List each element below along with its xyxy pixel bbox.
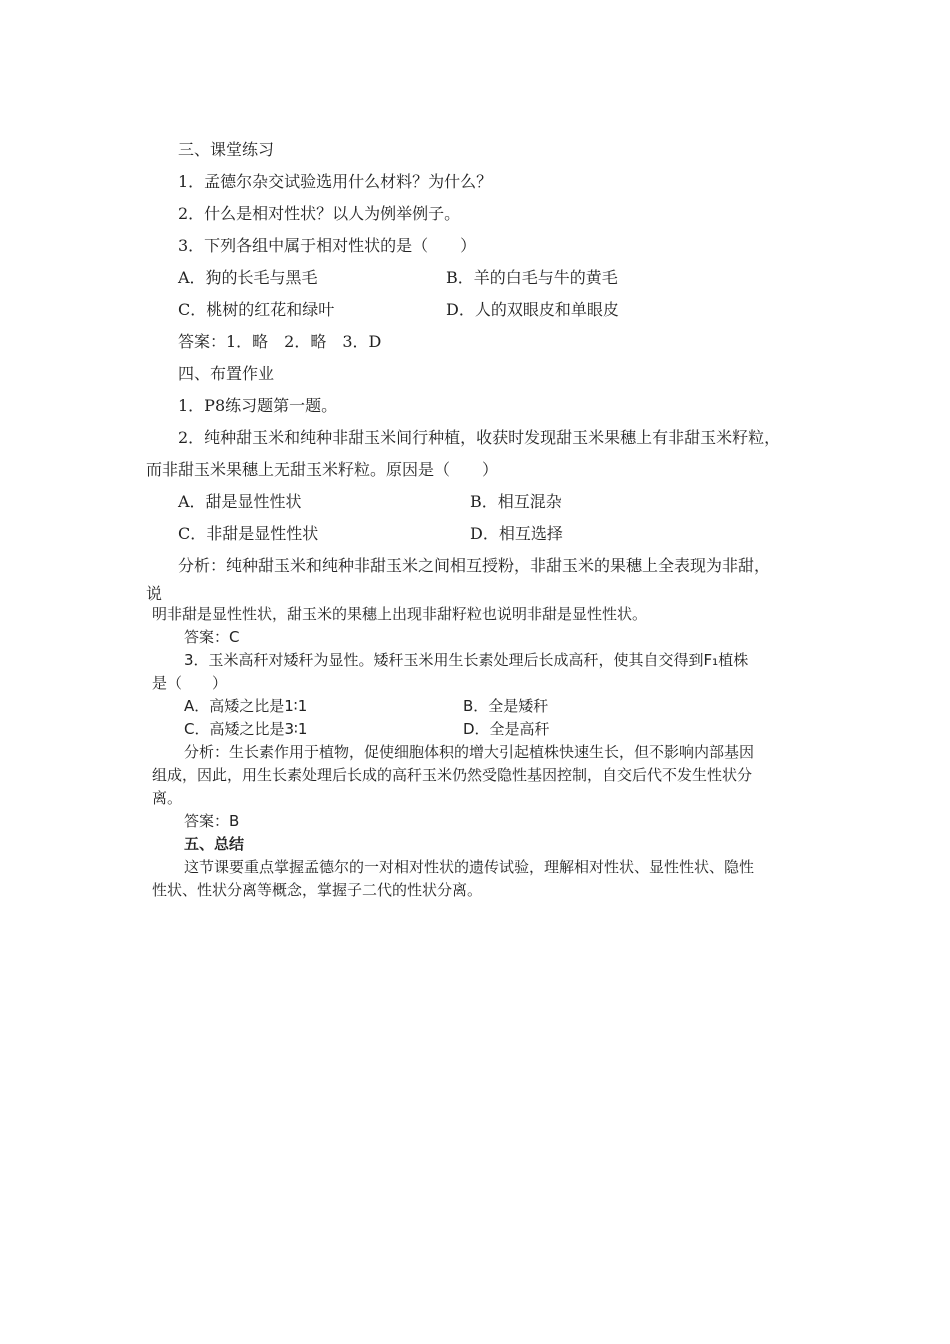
s4-q3-option-c: C．高矮之比是3∶1 xyxy=(184,720,308,738)
s5-summary-line-1: 这节课要重点掌握孟德尔的一对相对性状的遗传试验，理解相对性状、显性性状、隐性 xyxy=(184,858,755,876)
s5-summary-line-2: 性状、性状分离等概念，掌握子二代的性状分离。 xyxy=(152,881,483,899)
s4-q2-analysis-line-2: 说 xyxy=(146,584,163,603)
s3-question-3: 3．下列各组中属于相对性状的是（ ） xyxy=(178,236,477,255)
s4-question-1: 1．P8练习题第一题。 xyxy=(178,396,338,415)
s4-heading: 四、布置作业 xyxy=(178,364,275,383)
s4-q3-analysis-line-2: 组成，因此，用生长素处理后长成的高秆玉米仍然受隐性基因控制，自交后代不发生性状分 xyxy=(152,766,753,784)
s3-option-d: D．人的双眼皮和单眼皮 xyxy=(446,300,619,319)
s4-q2-analysis-line-1: 分析：纯种甜玉米和纯种非甜玉米之间相互授粉，非甜玉米的果穗上全表现为非甜， xyxy=(178,556,771,575)
s4-q3-option-a: A．高矮之比是1∶1 xyxy=(184,697,308,715)
s4-q2-option-a: A．甜是显性性状 xyxy=(178,492,302,511)
s4-q2-answer: 答案：C xyxy=(184,628,240,646)
s4-q3-answer: 答案：B xyxy=(184,812,240,830)
s4-question-3-line-2: 是（ ） xyxy=(152,674,228,692)
s4-q3-analysis-line-3: 离。 xyxy=(152,789,183,807)
s4-q3-option-d: D．全是高秆 xyxy=(463,720,550,738)
s3-answer: 答案：1．略 2．略 3．D xyxy=(178,332,382,351)
s5-heading: 五、总结 xyxy=(184,835,245,853)
s3-option-a: A．狗的长毛与黑毛 xyxy=(178,268,318,287)
s4-q2-option-c: C．非甜是显性性状 xyxy=(178,524,319,543)
s3-heading: 三、课堂练习 xyxy=(178,140,275,159)
s3-option-b: B．羊的白毛与牛的黄毛 xyxy=(446,268,618,287)
s4-q2-option-b: B．相互混杂 xyxy=(470,492,562,511)
s3-option-c: C．桃树的红花和绿叶 xyxy=(178,300,335,319)
s4-q3-analysis-line-1: 分析：生长素作用于植物，促使细胞体积的增大引起植株快速生长，但不影响内部基因 xyxy=(184,743,755,761)
s4-q3-option-b: B．全是矮秆 xyxy=(463,697,549,715)
s4-question-2-line-2: 而非甜玉米果穗上无甜玉米籽粒。原因是（ ） xyxy=(146,460,499,479)
s3-question-1: 1．孟德尔杂交试验选用什么材料？为什么？ xyxy=(178,172,493,191)
s4-q2-option-d: D．相互选择 xyxy=(470,524,563,543)
s3-question-2: 2．什么是相对性状？以人为例举例子。 xyxy=(178,204,461,223)
s4-question-2-line-1: 2．纯种甜玉米和纯种非甜玉米间行种植，收获时发现甜玉米果穗上有非甜玉米籽粒， xyxy=(178,428,781,447)
s4-q2-analysis-line-3: 明非甜是显性性状，甜玉米的果穗上出现非甜籽粒也说明非甜是显性性状。 xyxy=(152,605,648,623)
s4-question-3-line-1: 3．玉米高秆对矮秆为显性。矮秆玉米用生长素处理后长成高秆，使其自交得到F₁植株 xyxy=(184,651,749,669)
